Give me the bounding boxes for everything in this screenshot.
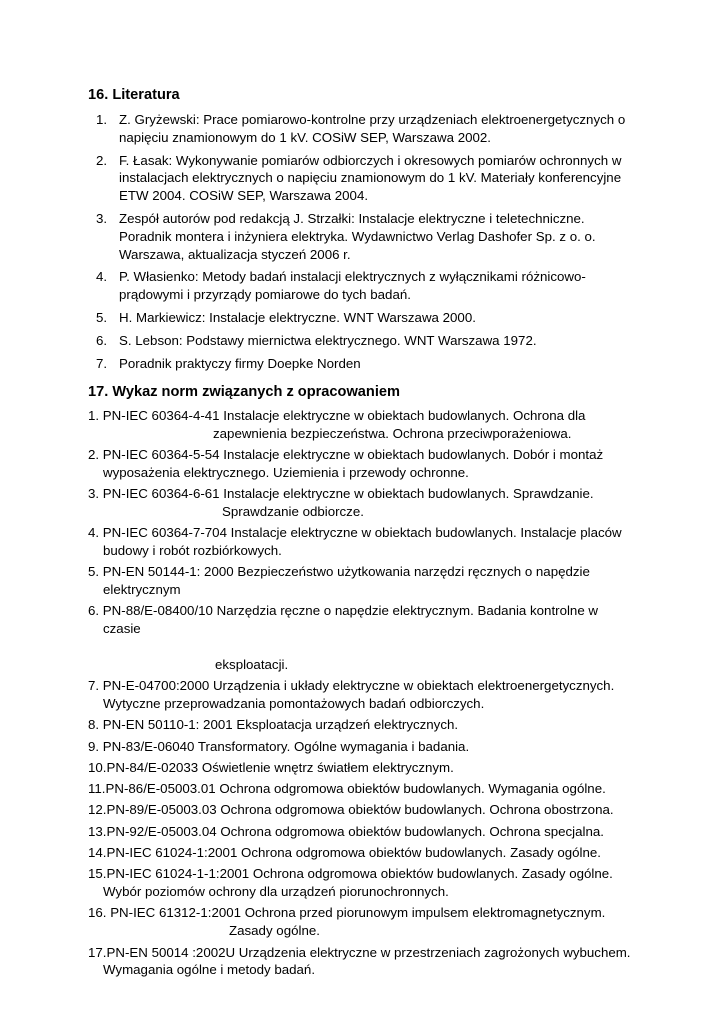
text-line: napięciu znamionowym do 1 kV. COSiW SEP, Warszawa 2002.: [119, 129, 491, 145]
standard-line: [88, 823, 648, 841]
text-line: ETW 2004. COSiW SEP, Warszawa 2004.: [119, 188, 369, 204]
list-item-text: [88, 524, 648, 560]
list-item-text: [88, 823, 648, 841]
list-item: [88, 823, 648, 841]
standard-text: PN-E-04700:2000 Urządzenia i układy elektryczne w obiektach elektroenergetycznych.: [102, 678, 615, 694]
continuation-line: czasie: [103, 621, 141, 637]
list-item-number: 6.: [88, 603, 103, 619]
list-item-text: [119, 268, 636, 304]
standard-text: PN-84/E-02033 Oświetlenie wnętrz światłem elektrycznym.: [106, 759, 454, 775]
list-item: [88, 780, 648, 798]
text-line: Warszawa, aktualizacja styczeń 2006 r.: [119, 246, 351, 262]
list-item-text: [88, 738, 648, 756]
list-item-number: 4.: [96, 269, 108, 285]
list-item: [96, 309, 636, 327]
text-line: instalacjach elektrycznych o napięciu znamionowym do 1 kV. Materiały konferencyjne: [119, 170, 622, 186]
list-item-text: [88, 602, 648, 673]
list-item-text: [119, 111, 636, 147]
list-item: [88, 446, 648, 482]
standard-line: [88, 780, 648, 798]
continuation-line: Sprawdzanie odbiorcze.: [222, 503, 364, 519]
list-item: [88, 524, 648, 560]
list-item: [96, 111, 636, 147]
standard-text: PN-EN 50014 :2002U Urządzenia elektryczne w przestrzeniach zagrożonych wybuchem.: [106, 944, 631, 960]
list-item-number: 1.: [96, 112, 108, 127]
text-line: S. Lebson: Podstawy miernictwa elektrycznego. WNT Warszawa 1972.: [119, 332, 537, 348]
list-item-number: 2.: [96, 152, 108, 168]
text-line: Poradnik praktyczy firmy Doepke Norden: [119, 355, 361, 371]
list-item-number: 6.: [96, 332, 108, 348]
list-item-number: 7.: [96, 355, 108, 371]
standard-line: [88, 677, 648, 695]
list-item: [88, 904, 648, 940]
text-line: P. Własienko: Metody badań instalacji elektrycznych z wyłącznikami różnicowo-: [119, 269, 586, 285]
list-item: [96, 332, 636, 350]
continuation-line: Wytyczne przeprowadzania pomontażowych badań odbiorczych.: [103, 695, 485, 711]
list-item-number: 8.: [88, 717, 103, 733]
list-item: [96, 152, 636, 205]
list-item: [88, 738, 648, 756]
standard-line: [88, 801, 648, 819]
standard-line: [88, 904, 648, 922]
standard-line: [88, 716, 648, 734]
continuation-line: [88, 638, 648, 656]
list-item-text: [88, 780, 648, 798]
list-item-number: 3.: [96, 210, 108, 226]
list-item: [88, 759, 648, 777]
list-item-number: 11.: [88, 781, 106, 797]
standard-line: [88, 944, 648, 962]
list-item-text: [88, 563, 648, 599]
standard-text: PN-IEC 61024-1:2001 Ochrona odgromowa obiektów budowlanych. Zasady ogólne.: [106, 845, 601, 861]
continuation-line: budowy i robót rozbiórkowych.: [103, 543, 282, 559]
list-item-number: 4.: [88, 525, 103, 541]
standard-line: [88, 485, 648, 503]
list-item-text: [88, 944, 648, 980]
literature-list: [96, 111, 636, 377]
list-item-text: [88, 407, 648, 443]
text-line: Z. Gryżewski: Prace pomiarowo-kontrolne przy urządzeniach elektroenergetycznych o: [119, 112, 626, 127]
standard-text: PN-92/E-05003.04 Ochrona odgromowa obiektów budowlanych. Ochrona specjalna.: [106, 823, 604, 839]
list-item-number: 1.: [88, 408, 103, 423]
list-item-number: 9.: [88, 738, 103, 754]
list-item-text: [88, 446, 648, 482]
standard-line: [88, 844, 648, 862]
standard-line: [88, 524, 648, 542]
continuation-line: zapewnienia bezpieczeństwa. Ochrona przeciwporażeniowa.: [213, 425, 572, 441]
list-item-number: 12.: [88, 802, 107, 818]
list-item-text: [88, 801, 648, 819]
list-item: [88, 407, 648, 443]
list-item-text: [88, 716, 648, 734]
list-item-text: [88, 844, 648, 862]
standard-line: [88, 563, 648, 581]
list-item-number: 5.: [88, 564, 103, 580]
list-item-number: 2.: [88, 447, 103, 463]
list-item-number: 7.: [88, 678, 103, 694]
continuation-line: Zasady ogólne.: [229, 923, 320, 939]
list-item-number: 10.: [88, 759, 107, 775]
list-item: [88, 801, 648, 819]
standard-text: PN-IEC 60364-5-54 Instalacje elektryczne w obiektach budowlanych. Dobór i montaż: [102, 447, 604, 463]
standard-line: [88, 602, 648, 620]
list-item-number: 15.: [88, 866, 107, 882]
text-line: F. Łasak: Wykonywanie pomiarów odbiorczych i okresowych pomiarów ochronnych w: [119, 152, 622, 168]
text-line: prądowymi i przyrządy pomiarowe do tych badań.: [119, 287, 411, 303]
list-item: [96, 210, 636, 263]
list-item-number: 13.: [88, 823, 107, 839]
standard-text: PN-IEC 60364-7-704 Instalacje elektryczne w obiektach budowlanych. Instalacje placów: [102, 525, 622, 541]
list-item-number: 14.: [88, 845, 107, 861]
list-item: [88, 844, 648, 862]
text-line: Zespół autorów pod redakcją J. Strzałki: Instalacje elektryczne i teletechniczne.: [119, 210, 585, 226]
list-item: [88, 602, 648, 673]
list-item-text: [119, 152, 636, 205]
standard-line: [88, 407, 648, 425]
standard-text: PN-EN 50144-1: 2000 Bezpieczeństwo użytkowania narzędzi ręcznych o napędzie: [102, 564, 590, 580]
list-item-text: [119, 355, 636, 373]
standard-text: PN-86/E-05003.01 Ochrona odgromowa obiektów budowlanych. Wymagania ogólne.: [105, 781, 606, 797]
list-item-number: 5.: [96, 309, 108, 325]
list-item-text: [119, 210, 636, 263]
list-item-text: [88, 904, 648, 940]
text-line: Poradnik montera i inżyniera elektryka. Wydawnictwo Verlag Dashofer Sp. z o. o.: [119, 228, 596, 244]
list-item: [88, 677, 648, 713]
text-line: H. Markiewicz: Instalacje elektryczne. WNT Warszawa 2000.: [119, 309, 476, 325]
standard-text: PN-88/E-08400/10 Narzędzia ręczne o napędzie elektrycznym. Badania kontrolne w: [102, 603, 599, 619]
continuation-line: eksploatacji.: [215, 656, 289, 672]
section-heading-normy: 17. Wykaz norm związanych z opracowaniem: [88, 384, 400, 400]
list-item-number: 3.: [88, 486, 103, 502]
standard-text: PN-IEC 61312-1:2001 Ochrona przed piorunowym impulsem elektromagnetycznym.: [110, 905, 606, 921]
standard-line: [88, 759, 648, 777]
standard-line: [88, 738, 648, 756]
continuation-line: Wybór poziomów ochrony dla urządzeń piorunochronnych.: [103, 884, 449, 900]
continuation-line: elektrycznym: [103, 582, 181, 598]
list-item: [88, 716, 648, 734]
list-item: [96, 268, 636, 304]
list-item-number: 17.: [88, 944, 107, 960]
list-item-text: [119, 332, 636, 350]
list-item: [88, 865, 648, 901]
standard-text: PN-89/E-05003.03 Ochrona odgromowa obiektów budowlanych. Ochrona obostrzona.: [106, 802, 614, 818]
section-heading-literatura: 16. Literatura: [88, 87, 180, 103]
list-item-text: [88, 485, 648, 521]
standard-text: PN-IEC 60364-6-61 Instalacje elektryczne w obiektach budowlanych. Sprawdzanie.: [102, 486, 594, 502]
list-item: [88, 563, 648, 599]
list-item-number: 16.: [88, 905, 111, 921]
list-item-text: [119, 309, 636, 327]
continuation-line: wyposażenia elektrycznego. Uziemienia i przewody ochronne.: [103, 464, 469, 480]
list-item-text: [88, 677, 648, 713]
standards-list: [88, 407, 648, 983]
standard-text: PN-IEC 60364-4-41 Instalacje elektryczne w obiektach budowlanych. Ochrona dla: [102, 408, 586, 423]
continuation-line: Wymagania ogólne i metody badań.: [103, 962, 316, 978]
list-item-text: [88, 865, 648, 901]
list-item-text: [88, 759, 648, 777]
standard-line: [88, 446, 648, 464]
standard-text: PN-83/E-06040 Transformatory. Ogólne wymagania i badania.: [102, 738, 470, 754]
list-item: [88, 485, 648, 521]
standard-text: PN-EN 50110-1: 2001 Eksploatacja urządzeń elektrycznych.: [102, 717, 459, 733]
standard-line: [88, 865, 648, 883]
list-item: [96, 355, 636, 373]
list-item: [88, 944, 648, 980]
standard-text: PN-IEC 61024-1-1:2001 Ochrona odgromowa obiektów budowlanych. Zasady ogólne.: [106, 866, 613, 882]
